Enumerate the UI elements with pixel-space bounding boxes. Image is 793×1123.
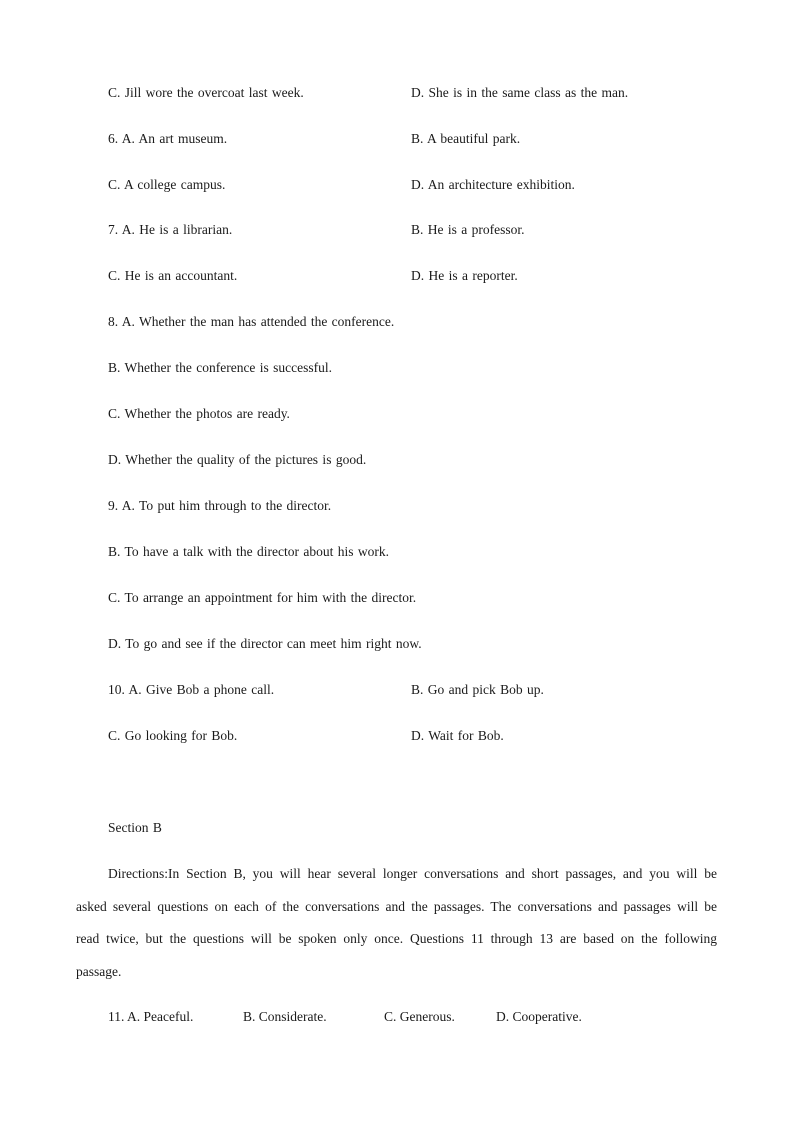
q10-option-c: C. Go looking for Bob. — [108, 728, 238, 743]
q10-option-d: D. Wait for Bob. — [411, 728, 504, 743]
q6-option-d: D. An architecture exhibition. — [411, 177, 575, 192]
q7-option-b: B. He is a professor. — [411, 222, 525, 237]
q8-option-b: B. Whether the conference is successful. — [108, 360, 333, 375]
q5-option-d: D. She is in the same class as the man. — [411, 85, 629, 100]
q10-option-a: 10. A. Give Bob a phone call. — [108, 682, 275, 697]
q7-option-c: C. He is an accountant. — [108, 268, 238, 283]
q11-option-b: B. Considerate. — [243, 1009, 327, 1024]
q9-option-a: 9. A. To put him through to the director. — [108, 498, 332, 513]
section-directions: Directions:In Section B, you will hear several longer conversations and short passages, and you will be asked several questions on each of the conversations and the passages. The conversations and passages will be read twice, but the questions will be spoken only once. Questions 11 through 13 are based on the following passage. — [76, 866, 717, 979]
q11-option-c: C. Generous. — [384, 1009, 455, 1024]
q11-option-d: D. Cooperative. — [496, 1009, 582, 1024]
q8-option-c: C. Whether the photos are ready. — [108, 406, 290, 421]
q11-option-a: 11. A. Peaceful. — [108, 1009, 194, 1024]
q9-option-d: D. To go and see if the director can meet him right now. — [108, 636, 422, 651]
q6-option-c: C. A college campus. — [108, 177, 226, 192]
q8-option-a: 8. A. Whether the man has attended the conference. — [108, 314, 395, 329]
q5-option-c: C. Jill wore the overcoat last week. — [108, 85, 304, 100]
q6-option-b: B. A beautiful park. — [411, 131, 521, 146]
q10-option-b: B. Go and pick Bob up. — [411, 682, 544, 697]
q9-option-c: C. To arrange an appointment for him with the director. — [108, 590, 417, 605]
q8-option-d: D. Whether the quality of the pictures is good. — [108, 452, 367, 467]
q6-option-a: 6. A. An art museum. — [108, 131, 228, 146]
q7-option-d: D. He is a reporter. — [411, 268, 518, 283]
q7-option-a: 7. A. He is a librarian. — [108, 222, 233, 237]
q9-option-b: B. To have a talk with the director about his work. — [108, 544, 389, 559]
section-title: Section B — [108, 820, 162, 835]
q11-options-row — [108, 1007, 582, 1027]
